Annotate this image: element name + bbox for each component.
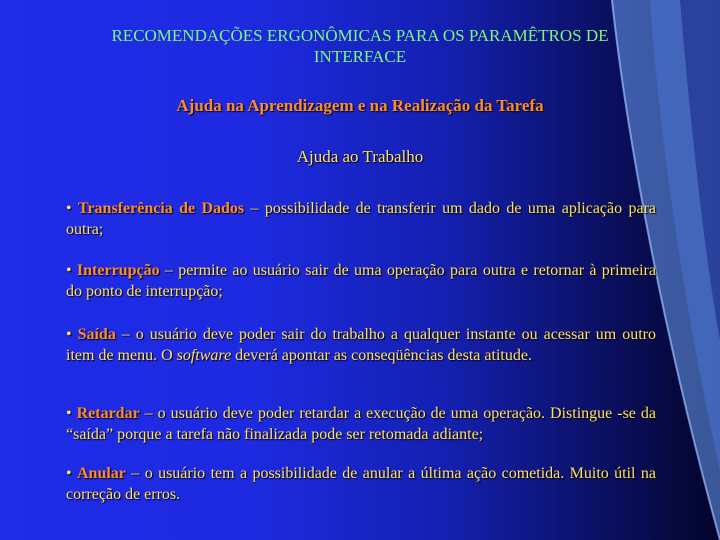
list-item-saida — [66, 324, 656, 366]
title-line-2: INTERFACE — [313, 47, 407, 66]
item-term: Interrupção — [76, 262, 160, 279]
list-item-interrupcao — [66, 260, 656, 302]
item-term: Anular — [77, 465, 126, 482]
bullet: • — [66, 262, 77, 279]
list-item-anular — [66, 463, 656, 505]
bullet: • — [66, 200, 78, 217]
section-heading: Ajuda ao Trabalho — [296, 147, 424, 166]
list-item-retardar — [66, 403, 656, 445]
item-emphasis: software — [176, 347, 232, 364]
item-term: Saída — [77, 326, 116, 343]
title-line-1: RECOMENDAÇÕES ERGONÔMICAS PARA OS PARAMÊTROS DE — [111, 26, 609, 45]
bullet: • — [66, 326, 78, 343]
item-text: – o usuário deve poder sair do trabalho a qualquer instante ou acessar um outro item de menu. O — [66, 326, 656, 364]
item-text: – o usuário deve poder retardar a execução de uma operação. Distingue -se da “saída” porque a tarefa não finalizada pode ser retomada adiante; — [66, 405, 656, 443]
list-item-transferencia — [66, 198, 656, 240]
slide-title — [30, 25, 690, 67]
item-term: Retardar — [76, 405, 140, 422]
slide-subtitle: Ajuda na Aprendizagem e na Realização da Tarefa — [176, 96, 544, 115]
item-text-after: deverá apontar as conseqüências desta atitude. — [231, 347, 532, 364]
item-text: – permite ao usuário sair de uma operação para outra e retornar à primeira do ponto de interrupção; — [66, 262, 656, 300]
item-term: Transferência de Dados — [77, 200, 245, 217]
bullet: • — [66, 465, 77, 482]
item-text: – possibilidade de transferir um dado de uma aplicação para outra; — [66, 200, 657, 238]
item-text: – o usuário tem a possibilidade de anular a última ação cometida. Muito útil na correção de erros. — [66, 465, 656, 503]
bullet: • — [66, 405, 77, 422]
